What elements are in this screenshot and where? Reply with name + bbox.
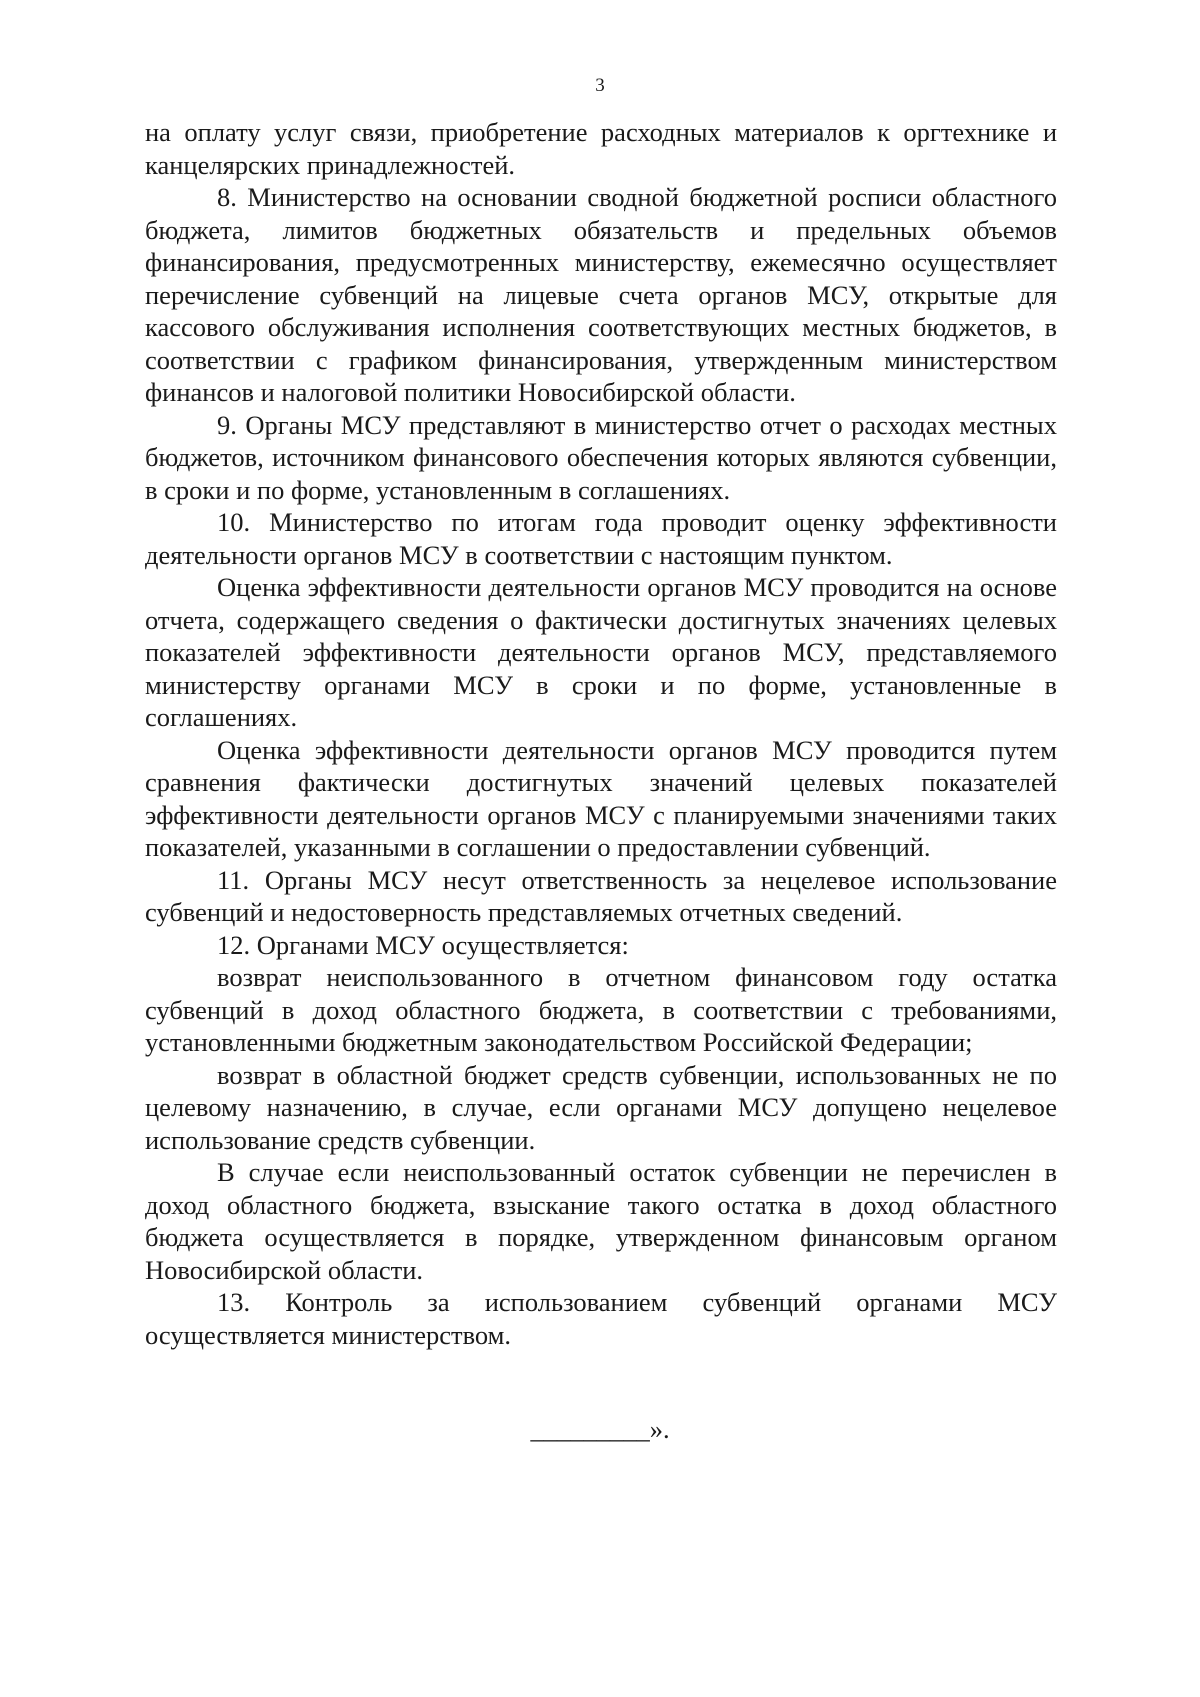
paragraph-item-8: 8. Министерство на основании сводной бюджетной росписи областного бюджета, лимитов бюджетных обязательств и предельных объемов финансирования, предусмотренных министерству, ежемесячно осуществляет перечисление субвенций на лицевые счета органов МСУ, открытые для кассового обслуживания исполнения соответствующих местных бюджетов, в соответствии с графиком финансирования, утвержденным министерством финансов и налоговой политики Новосибирской области. [145,182,1057,407]
paragraph-recovery: В случае если неиспользованный остаток субвенции не перечислен в доход областного бюджета, взыскание такого остатка в доход областного бюджета осуществляется в порядке, утвержденном финансовым органом Новосибирской области. [145,1157,1057,1285]
paragraph-continuation: на оплату услуг связи, приобретение расходных материалов к оргтехнике и канцелярских принадлежностей. [145,117,1057,180]
paragraph-item-9: 9. Органы МСУ представляют в министерство отчет о расходах местных бюджетов, источником финансового обеспечения которых являются субвенции, в сроки и по форме, установленным в соглашениях. [145,409,1057,505]
paragraph-item-10: 10. Министерство по итогам года проводит оценку эффективности деятельности органов МСУ в соответствии с настоящим пунктом. [145,507,1057,570]
paragraph-assessment-basis: Оценка эффективности деятельности органов МСУ проводится на основе отчета, содержащего сведения о фактически достигнутых значениях целевых показателей эффективности деятельности органов МСУ, представляемого министерству органами МСУ в сроки и по форме, установленные в соглашениях. [145,572,1057,732]
paragraph-return-unused: возврат неиспользованного в отчетном финансовом году остатка субвенций в доход областного бюджета, в соответствии с требованиями, установленными бюджетным законодательством Российской Федерации; [145,962,1057,1057]
closing-mark: _________». [530,1414,670,1444]
paragraph-return-misused: возврат в областной бюджет средств субвенции, использованных не по целевому назначению, в случае, если органами МСУ допущено нецелевое использование средств субвенции. [145,1059,1057,1155]
page-number: 3 [595,75,605,96]
paragraph-item-11: 11. Органы МСУ несут ответственность за нецелевое использование субвенций и недостоверность представляемых отчетных сведений. [145,864,1057,927]
document-body [145,116,1057,1351]
paragraph-assessment-method: Оценка эффективности деятельности органов МСУ проводится путем сравнения фактически достигнутых значений целевых показателей эффективности деятельности органов МСУ с планируемыми значениями таких показателей, указанными в соглашении о предоставлении субвенций. [145,734,1057,862]
paragraph-item-12: 12. Органами МСУ осуществляется: [217,929,629,960]
paragraph-item-13: 13. Контроль за использованием субвенций органами МСУ осуществляется министерством. [145,1287,1057,1350]
